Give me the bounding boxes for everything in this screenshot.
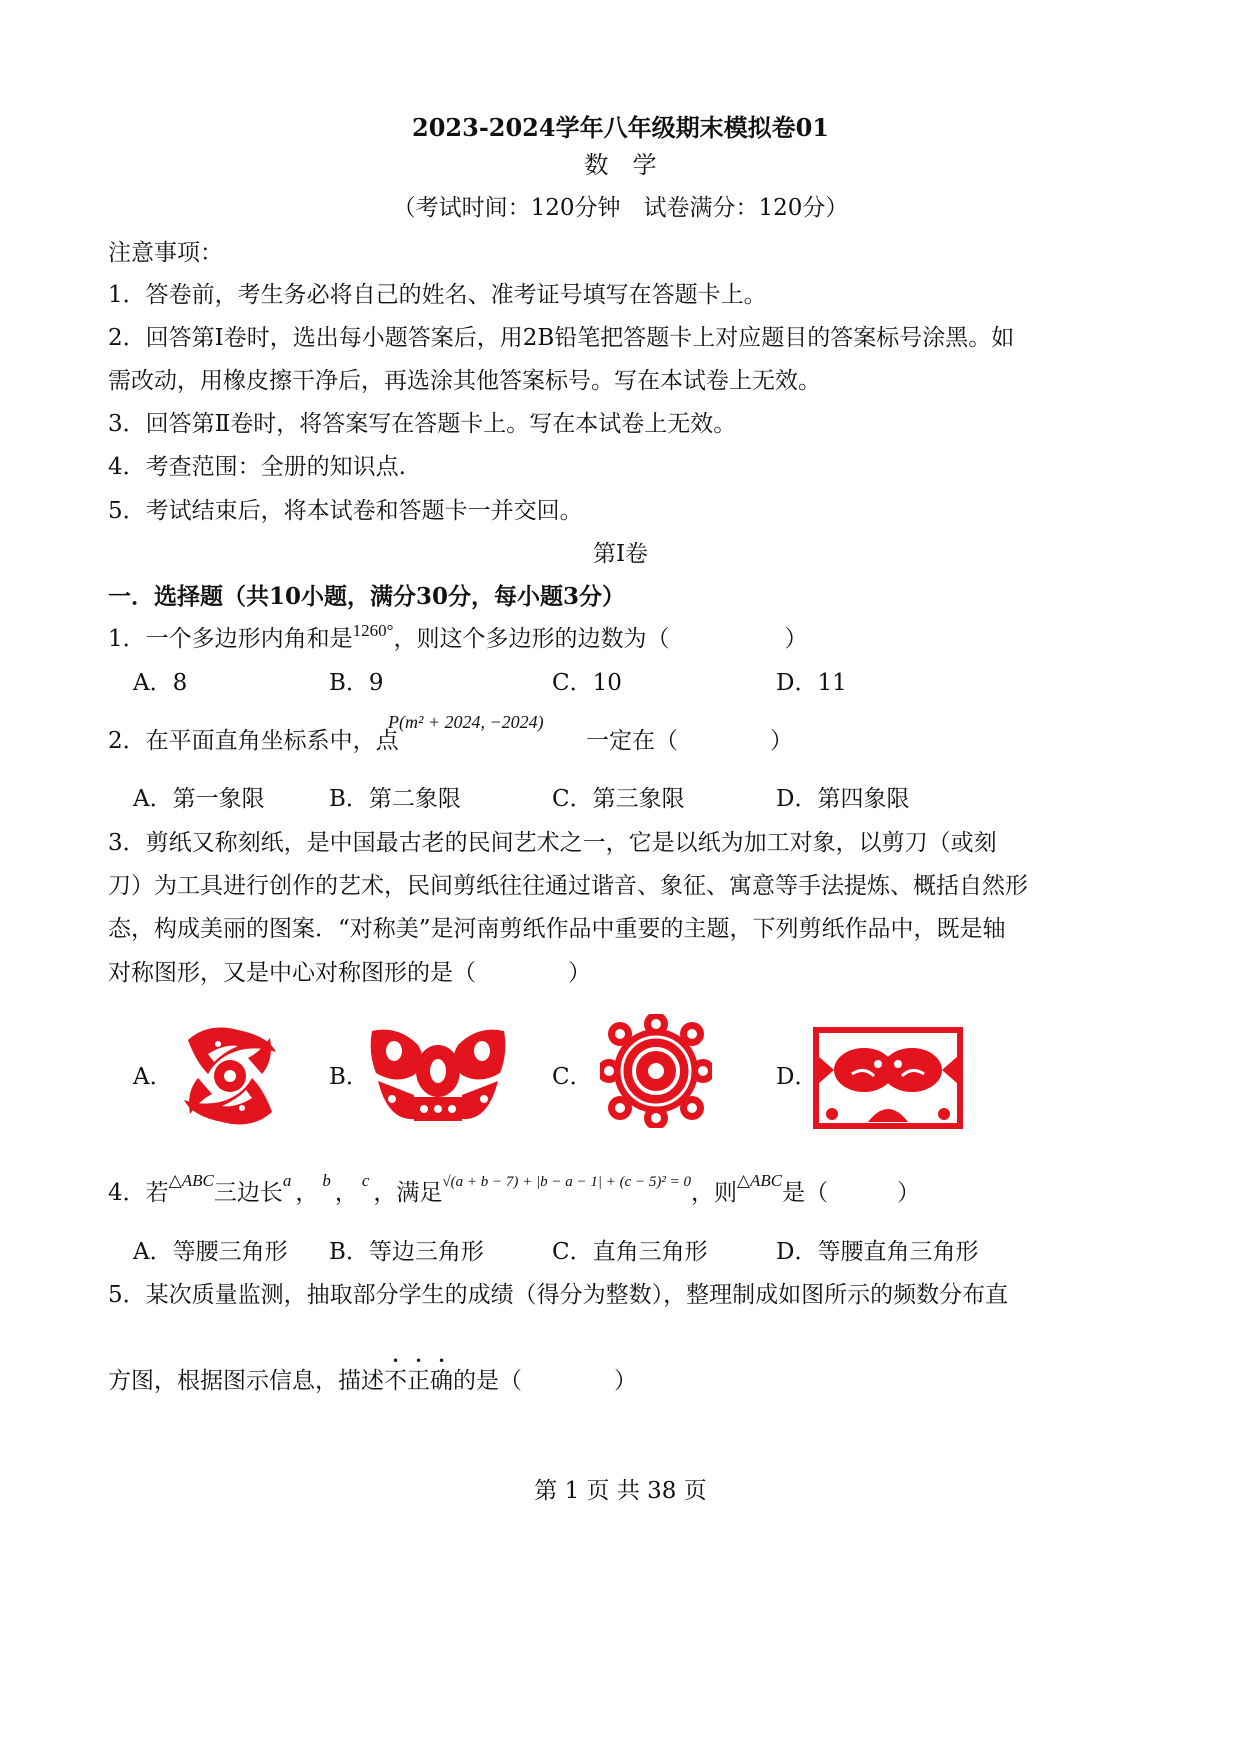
q2-option-a: A．第一象限: [133, 786, 265, 812]
q4-stem: 4．若: [108, 1180, 169, 1206]
q3-option-d-label: D．: [776, 1064, 818, 1090]
q5-line-1: 5．某次质量监测，抽取部分学生的成绩（得分为整数），整理制成如图所示的频数分布直: [108, 1282, 1009, 1308]
page-footer: 第 1 页 共 38 页: [534, 1478, 707, 1504]
q4-sep: ，: [295, 1180, 319, 1206]
q2-option-c: C．第三象限: [552, 786, 685, 812]
note-item: 2．回答第Ⅰ卷时，选出每小题答案后，用2B铅笔把答题卡上对应题目的答案标号涂黑。如: [108, 325, 1015, 351]
question-1: [108, 621, 808, 656]
q4-stem-5: 是（ ）: [782, 1180, 921, 1206]
exam-title: 2023-2024学年八年级期末模拟卷01: [412, 113, 829, 142]
q4-var-b: b: [322, 1171, 331, 1190]
q1-option-d: D．11: [776, 670, 847, 696]
q3-option-a-label: A．: [133, 1064, 173, 1090]
q3-line: 刀）为工具进行创作的艺术，民间剪纸往往通过谐音、象征、寓意等手法提炼、概括自然形: [108, 873, 1028, 899]
q4-option-c: C．直角三角形: [552, 1239, 708, 1265]
question-4: [108, 1171, 921, 1211]
q4-option-b: B．等边三角形: [329, 1239, 484, 1265]
q4-equation: √(a + b − 7) + |b − a − 1| + (c − 5)² = 0: [442, 1174, 691, 1190]
q2-stem-end: 一定在（ ）: [586, 728, 793, 754]
q1-option-a: A．8: [133, 670, 188, 696]
q1-math: 1260°: [352, 621, 394, 640]
q4-stem-2: 三边长: [213, 1180, 283, 1206]
papercut-birds-image: [178, 1022, 282, 1130]
note-item: 需改动，用橡皮擦干净后，再选涂其他答案标号。写在本试卷上无效。: [108, 368, 821, 394]
q4-var-a: a: [282, 1171, 292, 1190]
q3-line: 态，构成美丽的图案．“对称美”是河南剪纸作品中重要的主题，下列剪纸作品中，既是轴: [108, 916, 1006, 942]
exam-info: （考试时间：120分钟 试卷满分：120分）: [392, 195, 849, 221]
q2-stem: 2．在平面直角坐标系中，点: [108, 728, 399, 754]
q5-stem: 方图，根据图示信息，描述: [108, 1368, 384, 1394]
q2-option-d: D．第四象限: [776, 786, 910, 812]
q4-triangle: △ABC: [168, 1171, 214, 1190]
q4-sep: ，: [334, 1180, 358, 1206]
note-item: 4．考查范围：全册的知识点.: [108, 454, 406, 480]
q5-emphasis: 不正确: [384, 1368, 453, 1394]
q3-option-b-label: B．: [329, 1064, 369, 1090]
q4-triangle-2: △ABC: [736, 1171, 783, 1190]
notes-heading: 注意事项：: [108, 240, 223, 266]
note-item: 3．回答第Ⅱ卷时，将答案写在答题卡上。写在本试卷上无效。: [108, 411, 737, 437]
q3-option-c-label: C．: [552, 1064, 593, 1090]
papercut-rosette-image: [600, 1014, 712, 1128]
q4-stem-3: ，满足: [373, 1180, 443, 1206]
papercut-fish-image: [812, 1026, 964, 1130]
q4-option-d: D．等腰直角三角形: [776, 1239, 979, 1265]
q1-option-c: C．10: [552, 670, 622, 696]
q5-line-2: [108, 1354, 637, 1396]
q1-option-b: B．9: [329, 670, 384, 696]
q4-var-c: c: [361, 1171, 370, 1190]
q1-stem-end: ，则这个多边形的边数为（ ）: [393, 626, 808, 652]
section-heading: 一．选择题（共10小题，满分30分，每小题3分）: [108, 583, 626, 610]
volume-heading: 第Ⅰ卷: [592, 541, 649, 567]
q1-stem: 1．一个多边形内角和是: [108, 626, 353, 652]
q3-line: 3．剪纸又称刻纸，是中国最古老的民间艺术之一，它是以纸为加工对象，以剪刀（或刻: [108, 830, 997, 856]
note-item: 1．答卷前，考生务必将自己的姓名、准考证号填写在答题卡上。: [108, 282, 767, 308]
subject-heading: 数 学: [584, 151, 657, 179]
note-item: 5．考试结束后，将本试卷和答题卡一并交回。: [108, 498, 583, 524]
q4-option-a: A．等腰三角形: [133, 1239, 288, 1265]
q2-option-b: B．第二象限: [329, 786, 461, 812]
q3-line: 对称图形，又是中心对称图形的是（ ）: [108, 960, 591, 986]
papercut-butterfly-image: [368, 1025, 508, 1123]
q2-math: P(m² + 2024, −2024): [388, 712, 544, 732]
q4-stem-4: ，则: [690, 1180, 737, 1206]
q5-stem-end: 的是（ ）: [453, 1368, 637, 1394]
